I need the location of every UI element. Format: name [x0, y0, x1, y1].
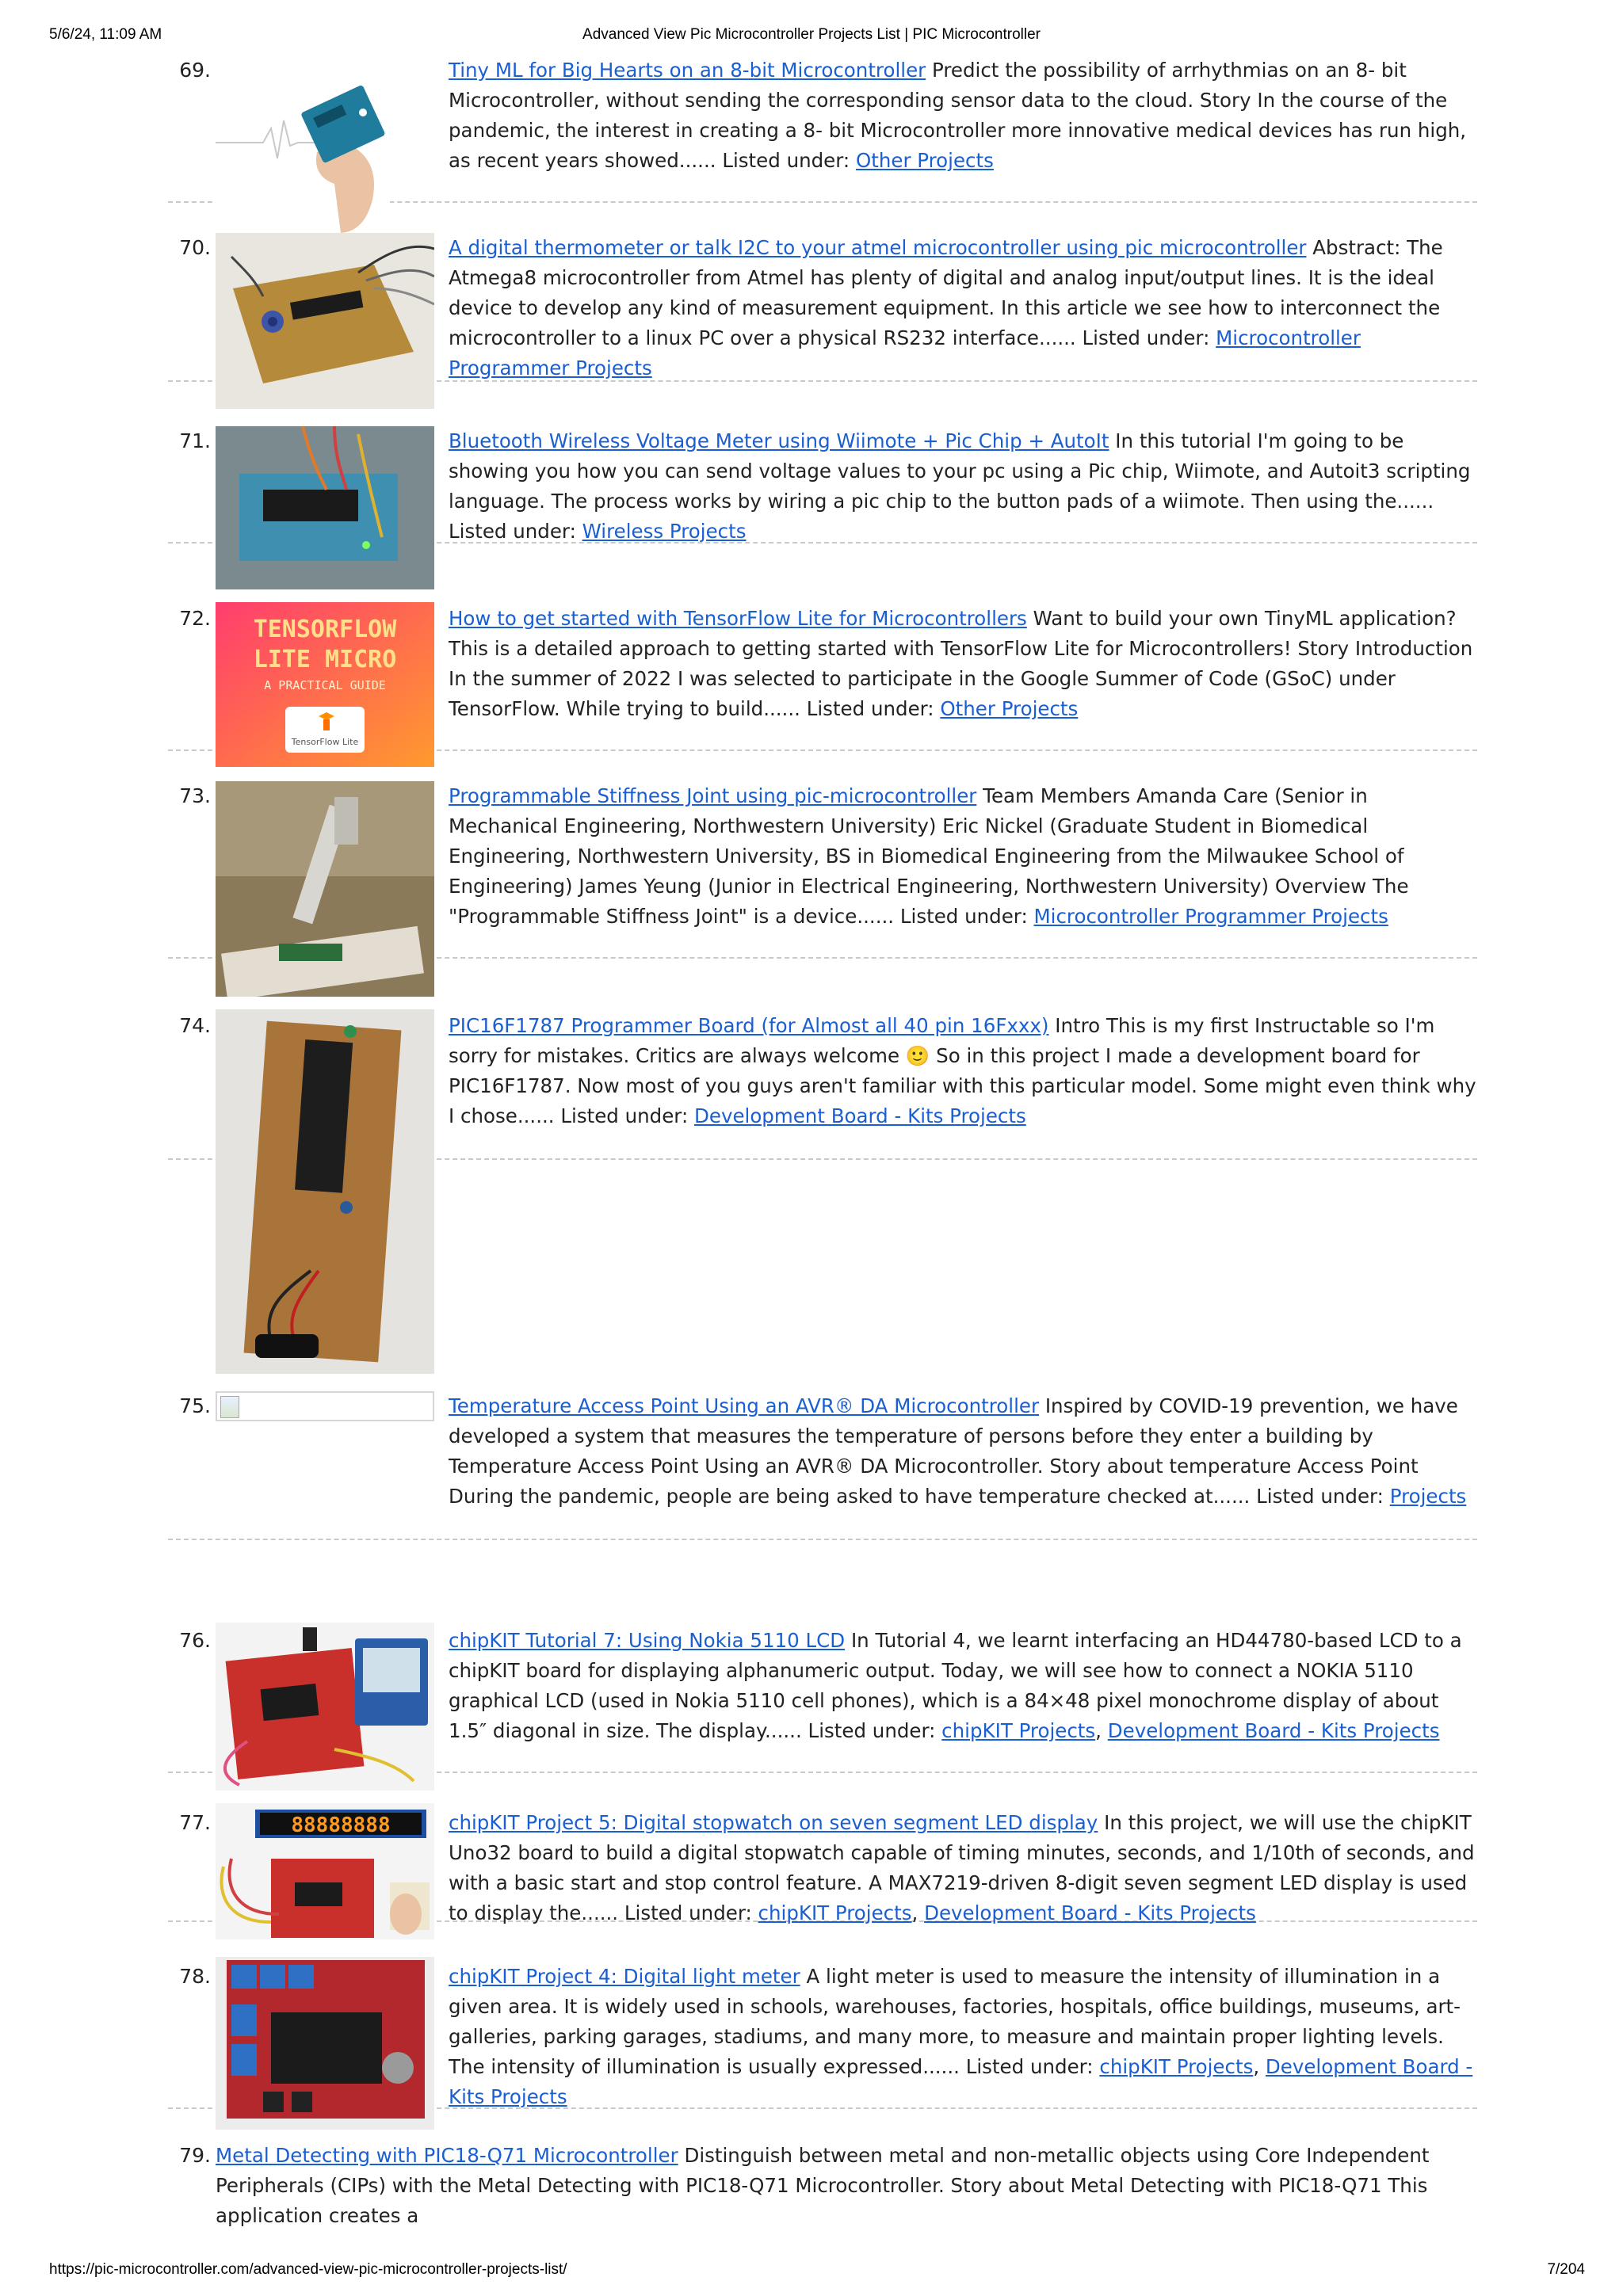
category-link[interactable]: Microcontroller Programmer Projects	[1033, 905, 1388, 928]
item-number: 74.	[179, 1014, 211, 1037]
list-item	[168, 219, 1477, 382]
light-meter-shield-image	[216, 1957, 434, 2130]
project-title-link[interactable]: Temperature Access Point Using an AVR® DA Microcontroller	[449, 1394, 1040, 1417]
listed-under-label: Listed under:	[1082, 326, 1210, 349]
project-description: Team Members Amanda Care (Senior in Mechanical Engineering, Northwestern University) Eric Nickel (Graduate Student in Biomedical Engineering, Northwestern University, BS in Biomedical Engineering from the Milwaukee School of Engineering) James Yeung (Junior in Electrical Engineering, Northwestern University) Overview The "Programmable Stiffness Joint" is a device......	[449, 784, 1409, 928]
print-datetime: 5/6/24, 11:09 AM	[49, 26, 162, 43]
item-number: 70.	[179, 236, 211, 259]
listed-under-label: Listed under:	[899, 905, 1028, 928]
item-number: 77.	[179, 1811, 211, 1834]
programmer-board-image	[216, 1009, 434, 1374]
item-number: 73.	[179, 784, 211, 807]
category-link[interactable]: Wireless Projects	[582, 520, 747, 543]
listed-under-label: Listed under:	[722, 149, 850, 172]
stopwatch-led-image	[216, 1803, 434, 1939]
page-number: 7/204	[1547, 2261, 1585, 2278]
item-body	[449, 233, 1477, 383]
item-body	[449, 781, 1477, 932]
project-thumbnail[interactable]	[216, 1957, 434, 2130]
category-link[interactable]: Other Projects	[855, 149, 994, 172]
listed-under-label: Listed under:	[560, 1104, 689, 1127]
category-link[interactable]: Development Board - Kits Projects	[449, 2055, 1473, 2108]
item-number: 79.	[179, 2144, 211, 2167]
project-description: Predict the possibility of arrhythmias on an 8- bit Microcontroller, without sending the corresponding sensor data to the cloud. Story In the course of the pandemic, the interest in creating a 8- bit Microcontroller more innovative medical devices has run high, as recent years showed......	[449, 59, 1467, 172]
project-thumbnail[interactable]	[216, 1623, 434, 1791]
thumb-text: LITE MICRO	[253, 646, 397, 673]
category-link[interactable]: Development Board - Kits Projects	[1107, 1719, 1440, 1742]
listed-under-label: Listed under:	[806, 697, 934, 720]
project-description: Abstract: The Atmega8 microcontroller from Atmel has plenty of digital and analog input/output lines. It is the ideal device to develop any kind of measurement equipment. In this article we see how to interconnect the microcontroller to a linux PC over a physical RS232 interface......	[449, 236, 1443, 349]
item-number: 72.	[179, 607, 211, 630]
category-link[interactable]: Development Board - Kits Projects	[924, 1901, 1256, 1924]
list-item	[168, 1792, 1477, 1922]
list-item	[168, 765, 1477, 959]
project-title-link[interactable]: chipKIT Project 5: Digital stopwatch on seven segment LED display	[449, 1811, 1098, 1834]
project-thumbnail[interactable]	[216, 602, 434, 767]
item-number: 76.	[179, 1629, 211, 1652]
project-thumbnail[interactable]	[216, 1803, 434, 1939]
project-description: A light meter is used to measure the intensity of illumination in a given area. It is widely used in schools, warehouses, factories, hospitals, office buildings, museums, art-galleries, parking garages, stadiums, and many more, to measure and maintain proper lighting levels. The intensity of illumination is usually expressed......	[449, 1965, 1461, 2078]
category-link[interactable]: Projects	[1389, 1485, 1467, 1508]
project-title-link[interactable]: chipKIT Project 4: Digital light meter	[449, 1965, 800, 1988]
stiffness-joint-image	[216, 781, 434, 997]
category-link[interactable]: chipKIT Projects	[941, 1719, 1096, 1742]
list-item	[168, 588, 1477, 751]
category-link[interactable]: chipKIT Projects	[1099, 2055, 1254, 2078]
list-item	[168, 2141, 1477, 2227]
list-item	[168, 412, 1477, 543]
project-title-link[interactable]: Programmable Stiffness Joint using pic-microcontroller	[449, 784, 977, 807]
print-footer	[0, 2261, 1623, 2296]
project-title-link[interactable]: Tiny ML for Big Hearts on an 8-bit Microcontroller	[449, 59, 926, 82]
project-description: Want to build your own TinyML application? This is a detailed approach to getting started with TensorFlow Lite for Microcontrollers! Story Introduction In the summer of 2022 I was selected to participate in the Google Summer of Code (GSoC) under TensorFlow. While trying to build......	[449, 607, 1473, 720]
hand-holding-board-image	[216, 65, 390, 233]
thumb-text: TENSORFLOW	[253, 616, 397, 643]
pcb-thermometer-image	[216, 233, 434, 409]
item-body	[216, 2141, 1477, 2231]
category-link[interactable]: Development Board - Kits Projects	[694, 1104, 1026, 1127]
item-body	[449, 1011, 1477, 1131]
print-page-title: Advanced View Pic Microcontroller Projects List | PIC Microcontroller	[582, 26, 1041, 43]
item-body	[449, 1391, 1477, 1512]
list-item	[168, 995, 1477, 1160]
breadboard-image	[216, 426, 434, 589]
category-link[interactable]: Microcontroller Programmer Projects	[449, 326, 1361, 379]
item-number: 71.	[179, 429, 211, 452]
listed-under-label: Listed under:	[965, 2055, 1094, 2078]
item-body	[449, 55, 1477, 176]
tensorflow-cover-image	[216, 602, 434, 767]
list-item	[168, 52, 1477, 203]
item-number: 78.	[179, 1965, 211, 1988]
item-number: 69.	[179, 59, 211, 82]
page-url: https://pic-microcontroller.com/advanced-view-pic-microcontroller-projects-list/	[49, 2261, 567, 2278]
project-description: In Tutorial 4, we learnt interfacing an HD44780-based LCD to a chipKIT board for displaying alphanumeric output. Today, we will see how to connect a NOKIA 5110 graphical LCD (used in Nokia 5110 cell phones), which is a 84×48 pixel monochrome display of about 1.5″ diagonal in size. The display......	[449, 1629, 1462, 1742]
project-description: Distinguish between metal and non-metallic objects using Core Independent Peripherals (CIPs) with the Metal Detecting with PIC18-Q71 Microcontroller. Story about Metal Detecting with PIC18-Q71 This application creates a	[216, 2144, 1430, 2227]
project-title-link[interactable]: How to get started with TensorFlow Lite for Microcontrollers	[449, 607, 1027, 630]
thumb-text: 88888888	[291, 1814, 391, 1837]
project-title-link[interactable]: Metal Detecting with PIC18-Q71 Microcontroller	[216, 2144, 678, 2167]
thumb-text: TensorFlow Lite	[291, 737, 359, 747]
item-number: 75.	[179, 1394, 211, 1417]
item-body: chipKIT Project 5: Digital stopwatch on seven segment LED display In this project, we will use the chipKIT Uno32 board to build a digital stopwatch capable of timing minutes, seconds, and 1/10th of seconds, and with a basic start and stop control feature. A MAX7219-driven 8-digit seven segment LED display is used to display the...... Listed under: chipKIT Projects, Development Board - Kits Projects	[449, 1811, 1475, 1924]
list-item	[168, 1374, 1477, 1540]
project-title-link[interactable]: A digital thermometer or talk I2C to your atmel microcontroller using pic microcontroller	[449, 236, 1307, 259]
project-thumbnail[interactable]	[216, 233, 434, 409]
project-description: Intro This is my first Instructable so I'm sorry for mistakes. Critics are always welcome 🙂 So in this project I made a development board for PIC16F1787. Now most of you guys aren't familiar with this particular model. Some might even think why I chose......	[449, 1014, 1476, 1127]
list-item	[168, 1610, 1477, 1773]
broken-image-placeholder[interactable]	[216, 1391, 434, 1421]
project-thumbnail[interactable]	[216, 426, 434, 589]
listed-under-label: Listed under:	[808, 1719, 936, 1742]
thumb-text: A PRACTICAL GUIDE	[264, 678, 386, 692]
project-description: In this project, we will use the chipKIT Uno32 board to build a digital stopwatch capable of timing minutes, seconds, and 1/10th of seconds, and with a basic start and stop control feature. A MAX7219-driven 8-digit seven segment LED display is used to display the......	[449, 1811, 1475, 1924]
project-thumbnail[interactable]	[216, 781, 434, 997]
listed-under-label: Listed under:	[1256, 1485, 1384, 1508]
nokia-lcd-chipkit-image	[216, 1623, 434, 1791]
project-title-link[interactable]: PIC16F1787 Programmer Board (for Almost all 40 pin 16Fxxx)	[449, 1014, 1049, 1037]
category-link[interactable]: chipKIT Projects	[758, 1901, 912, 1924]
project-description: Inspired by COVID-19 prevention, we have developed a system that measures the temperature of persons before they enter a building by Temperature Access Point Using an AVR® DA Microcontroller. Story about temperature Access Point During the pandemic, people are being asked to have temperature checked at......	[449, 1394, 1458, 1508]
item-body	[449, 426, 1477, 547]
project-title-link[interactable]: chipKIT Tutorial 7: Using Nokia 5110 LCD	[449, 1629, 846, 1652]
item-body: chipKIT Project 4: Digital light meter A light meter is used to measure the intensity of illumination in a given area. It is widely used in schools, warehouses, factories, hospitals, office buildings, museums, art-galleries, parking garages, stadiums, and many more, to measure and maintain proper lighting levels. The intensity of illumination is usually expressed...... Listed under: chipKIT Projects, Development Board - Kits Projects	[449, 1965, 1473, 2108]
project-title-link[interactable]: Bluetooth Wireless Voltage Meter using Wiimote + Pic Chip + AutoIt	[449, 429, 1109, 452]
category-link[interactable]: Other Projects	[940, 697, 1079, 720]
project-thumbnail[interactable]	[216, 1009, 434, 1374]
item-body: chipKIT Tutorial 7: Using Nokia 5110 LCD In Tutorial 4, we learnt interfacing an HD44780-based LCD to a chipKIT board for displaying alphanumeric output. Today, we will see how to connect a NOKIA 5110 graphical LCD (used in Nokia 5110 cell phones), which is a 84×48 pixel monochrome display of about 1.5″ diagonal in size. The display...... Listed under: chipKIT Projects, Development Board - Kits Projects	[449, 1629, 1462, 1742]
list-item	[168, 1946, 1477, 2109]
project-thumbnail[interactable]	[216, 65, 390, 233]
listed-under-label: Listed under:	[624, 1901, 752, 1924]
project-description: In this tutorial I'm going to be showing you how you can send voltage values to your pc using a Pic chip, Wiimote, and Autoit3 scripting language. The process works by wiring a pic chip to the button pads of a wiimote. Then using the......	[449, 429, 1471, 513]
listed-under-label: Listed under:	[449, 520, 576, 543]
item-body	[449, 604, 1477, 724]
